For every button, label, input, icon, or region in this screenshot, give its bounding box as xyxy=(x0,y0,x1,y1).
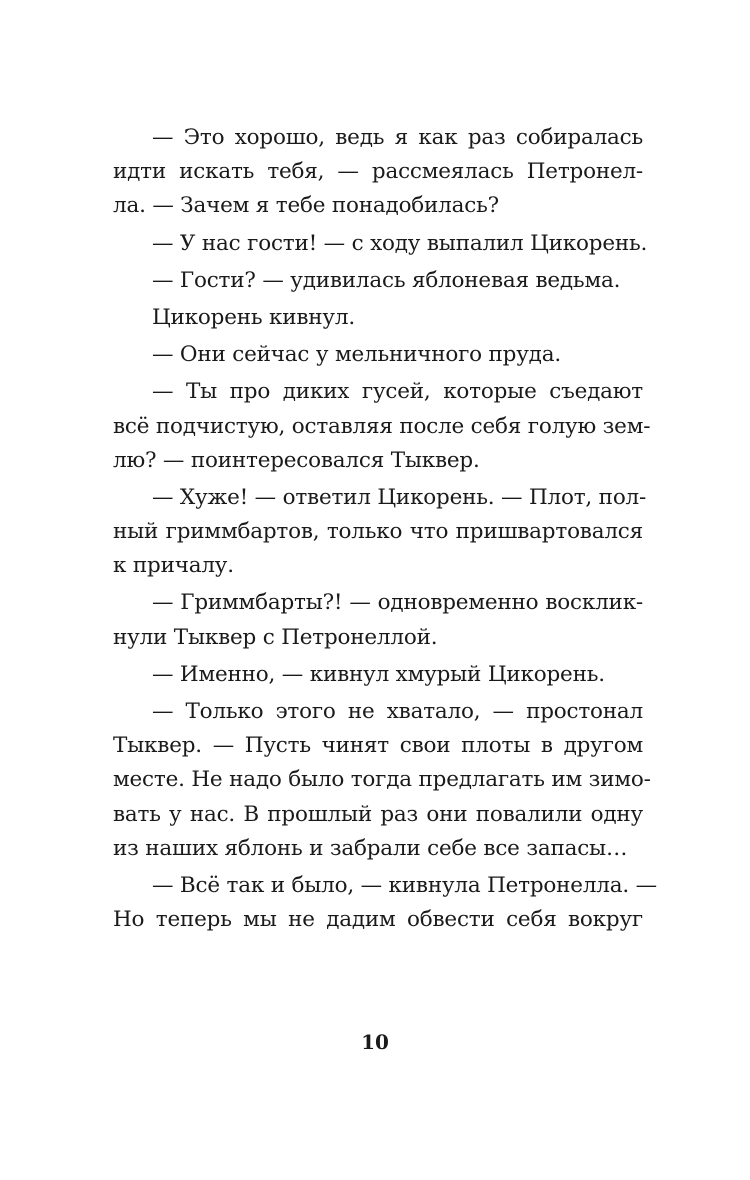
paragraph xyxy=(113,658,643,692)
text-line: к причалу. xyxy=(113,553,234,579)
text-line: — Всё так и было, — кивнула Петронелла. — xyxy=(152,872,657,898)
text-line: — Только этого не хватало, — простонал xyxy=(152,699,643,724)
page-number: 10 xyxy=(361,1030,389,1054)
text-line: — Гриммбарты?! — одновременно восклик- xyxy=(152,590,643,616)
paragraph xyxy=(113,301,643,335)
text-line: Тыквер. — Пусть чинят свои плоты в другом xyxy=(113,733,643,759)
paragraph xyxy=(113,869,657,937)
paragraph xyxy=(113,338,643,372)
text-line: Но теперь мы не дадим обвести себя вокруг xyxy=(113,907,643,933)
text-line: — Это хорошо, ведь я как раз собиралась xyxy=(152,125,643,150)
paragraph xyxy=(113,695,651,866)
text-line: — Гости? — удивилась яблоневая ведьма. xyxy=(152,267,621,293)
text-line: лю? — поинтересовался Тыквер. xyxy=(113,447,480,473)
text-line: нули Тыквер с Петронеллой. xyxy=(113,624,438,650)
text-line: — У нас гости! — с ходу выпалил Цикорень. xyxy=(152,230,648,256)
text-line: из наших яблонь и забрали себе все запасы… xyxy=(113,835,628,861)
text-line: месте. Не надо было тогда предлагать им зимо- xyxy=(113,767,651,793)
text-line: всё подчистую, оставляя после себя голую зем- xyxy=(113,413,651,439)
paragraph xyxy=(113,586,643,654)
text-line: ла. — Зачем я тебе понадобилась? xyxy=(113,193,499,219)
page-body-text xyxy=(113,121,657,937)
paragraph xyxy=(113,121,643,224)
text-line: идти искать тебя, — рассмеялась Петронел- xyxy=(113,159,643,185)
text-line: вать у нас. В прошлый раз они повалили одну xyxy=(113,801,643,827)
paragraph xyxy=(113,375,651,478)
text-line: ный гриммбартов, только что пришвартовался xyxy=(113,519,643,545)
text-line: — Хуже! — ответил Цикорень. — Плот, пол- xyxy=(152,484,647,510)
text-line: — Ты про диких гусей, которые съедают xyxy=(152,379,643,405)
text-line: — Именно, — кивнул хмурый Цикорень. xyxy=(152,661,605,687)
text-line: Цикорень кивнул. xyxy=(152,304,355,330)
paragraph xyxy=(113,264,643,298)
paragraph xyxy=(113,481,647,584)
text-line: — Они сейчас у мельничного пруда. xyxy=(152,342,561,368)
paragraph xyxy=(113,227,648,261)
